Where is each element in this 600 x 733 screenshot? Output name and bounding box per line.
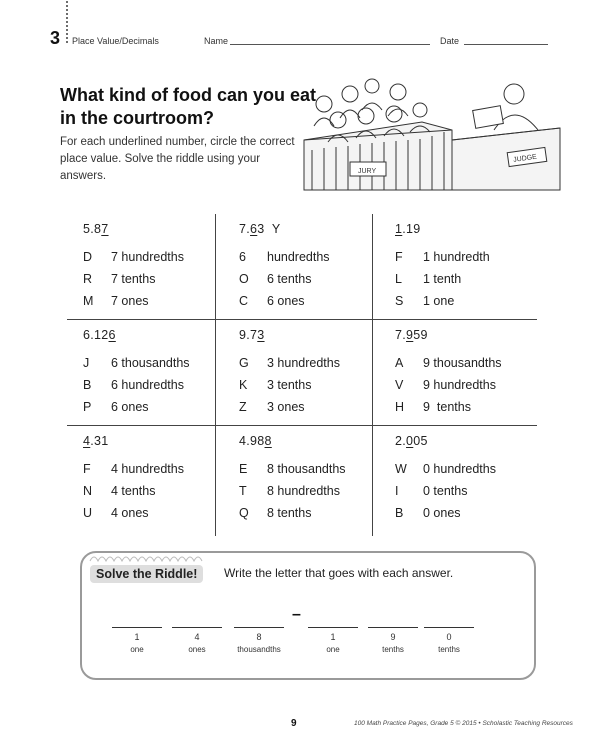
option-letter: E	[239, 462, 248, 476]
instructions: For each underlined number, circle the correct place value. Solve the riddle using your answers.	[60, 136, 295, 182]
option-letter: I	[395, 484, 399, 498]
option-text: 0 tenths	[423, 484, 468, 498]
answer-option[interactable]	[83, 462, 184, 476]
problem-number: 4.31	[83, 434, 109, 448]
answer-option[interactable]	[239, 272, 311, 286]
option-text: 4 ones	[111, 506, 149, 520]
answer-place-word: ones	[188, 645, 206, 654]
answer-digit: 1	[330, 632, 336, 642]
problem-cell	[223, 426, 377, 532]
problem-number: 6.126	[83, 328, 116, 342]
option-text: 6 hundredths	[111, 378, 184, 392]
date-label: Date	[440, 36, 460, 46]
underlined-digit: 4	[83, 434, 91, 448]
footer-credit: 100 Math Practice Pages, Grade 5 © 2015 • Scholastic Teaching Resources	[354, 720, 573, 727]
underlined-digit: 8	[264, 434, 272, 448]
underlined-digit: 6	[250, 222, 258, 236]
problem-cell	[67, 214, 221, 320]
name-field[interactable]	[230, 44, 430, 45]
answer-option[interactable]	[395, 400, 471, 414]
courtroom-cartoon-illustration	[302, 70, 564, 192]
option-text: hundredths	[267, 250, 330, 264]
option-letter: B	[83, 378, 92, 392]
option-letter: J	[83, 356, 90, 370]
option-text: 6 thousandths	[111, 356, 190, 370]
answer-option[interactable]	[83, 272, 155, 286]
answer-option[interactable]	[395, 484, 467, 498]
unit-number: 3	[50, 28, 61, 48]
answer-place-word: one	[130, 645, 144, 654]
option-letter: O	[239, 272, 249, 286]
answer-option[interactable]	[239, 294, 305, 308]
option-letter: B	[395, 506, 404, 520]
option-letter: S	[395, 294, 404, 308]
answer-option[interactable]	[395, 272, 461, 286]
answer-option[interactable]	[83, 294, 149, 308]
option-letter: 6	[239, 250, 246, 264]
option-text: 8 thousandths	[267, 462, 346, 476]
answer-digit: 8	[256, 632, 262, 642]
riddle-dash: –	[292, 606, 301, 623]
answer-option[interactable]	[395, 250, 490, 264]
option-text: 9 hundredths	[423, 378, 496, 392]
underlined-digit: 0	[406, 434, 414, 448]
answer-option[interactable]	[83, 250, 184, 264]
option-text: 7 ones	[111, 294, 149, 308]
option-text: 7 hundredths	[111, 250, 184, 264]
option-text: 9 tenths	[423, 400, 471, 414]
option-text: 4 hundredths	[111, 462, 184, 476]
answer-option[interactable]	[395, 462, 496, 476]
option-text: 3 hundredths	[267, 356, 340, 370]
answer-blank[interactable]	[368, 627, 418, 628]
option-letter: N	[83, 484, 93, 498]
option-letter: D	[83, 250, 93, 264]
problem-number: 9.73	[239, 328, 265, 342]
answer-blank[interactable]	[234, 627, 284, 628]
option-letter: R	[83, 272, 93, 286]
option-letter: V	[395, 378, 404, 392]
problem-cell	[379, 320, 533, 426]
option-letter: U	[83, 506, 93, 520]
option-text: 1 one	[423, 294, 455, 308]
underlined-digit: 9	[406, 328, 414, 342]
underlined-digit: 7	[101, 222, 109, 236]
answer-place-word: tenths	[438, 645, 460, 654]
underlined-digit: 1	[395, 222, 403, 236]
answer-digit: 9	[390, 632, 396, 642]
option-text: 6 ones	[267, 294, 305, 308]
option-letter: W	[395, 462, 407, 476]
option-letter: C	[239, 294, 249, 308]
answer-digit: 4	[194, 632, 200, 642]
problem-cell	[223, 320, 377, 426]
problem-number: 7.63 Y	[239, 222, 281, 236]
answer-option[interactable]	[83, 378, 184, 392]
problem-number: 4.988	[239, 434, 272, 448]
jury-sign: JURY	[358, 168, 377, 175]
option-text: 0 ones	[423, 506, 461, 520]
underlined-digit: 3	[257, 328, 265, 342]
option-letter: K	[239, 378, 248, 392]
answer-option[interactable]	[395, 356, 502, 370]
problem-cell	[67, 426, 221, 532]
option-letter: M	[83, 294, 94, 308]
answer-option[interactable]	[239, 506, 311, 520]
answer-option[interactable]	[83, 506, 149, 520]
problem-number: 5.87	[83, 222, 109, 236]
option-letter: L	[395, 272, 402, 286]
answer-blank[interactable]	[424, 627, 474, 628]
problem-number: 7.959	[395, 328, 428, 342]
riddle-instructions: Write the letter that goes with each answer.	[224, 566, 454, 580]
option-letter: F	[83, 462, 91, 476]
unit-title: Place Value/Decimals	[72, 36, 159, 46]
option-text: 3 ones	[267, 400, 305, 414]
badge-decoration	[86, 551, 206, 563]
answer-digit: 1	[134, 632, 140, 642]
answer-blank[interactable]	[172, 627, 222, 628]
answer-option[interactable]	[239, 250, 330, 264]
answer-option[interactable]	[239, 484, 340, 498]
answer-option[interactable]	[395, 294, 454, 308]
option-letter: H	[395, 400, 405, 414]
option-text: 8 hundredths	[267, 484, 340, 498]
option-text: 6 tenths	[267, 272, 312, 286]
judge-sign: JUDGE	[512, 153, 538, 164]
answer-option[interactable]	[239, 356, 340, 370]
option-text: 8 tenths	[267, 506, 312, 520]
problem-cell	[67, 320, 221, 426]
option-letter: G	[239, 356, 249, 370]
answer-option[interactable]	[83, 356, 190, 370]
problem-number: 1.19	[395, 222, 421, 236]
answer-blank[interactable]	[112, 627, 162, 628]
option-text: 0 hundredths	[423, 462, 496, 476]
option-text: 1 tenth	[423, 272, 462, 286]
problem-cell	[223, 214, 377, 320]
answer-option[interactable]	[395, 378, 496, 392]
date-field[interactable]	[464, 44, 548, 45]
option-letter: P	[83, 400, 92, 414]
answer-digit: 0	[446, 632, 452, 642]
answer-option[interactable]	[83, 400, 149, 414]
problem-cell	[379, 426, 533, 532]
problem-grid	[67, 214, 537, 536]
header-dotted-divider	[66, 0, 68, 44]
answer-blank[interactable]	[308, 627, 358, 628]
page-title: What kind of food can you eat in the courtroom?	[60, 85, 316, 128]
page-number: 9	[291, 718, 297, 729]
answer-option[interactable]	[83, 484, 155, 498]
option-letter: Z	[239, 400, 247, 414]
option-letter: A	[395, 356, 404, 370]
option-text: 1 hundredth	[423, 250, 490, 264]
problem-number: 2.005	[395, 434, 428, 448]
answer-option[interactable]	[239, 462, 346, 476]
option-text: 4 tenths	[111, 484, 156, 498]
answer-place-word: thousandths	[237, 645, 281, 654]
solve-riddle-badge: Solve the Riddle!	[90, 565, 203, 583]
underlined-digit: 6	[108, 328, 116, 342]
answer-option[interactable]	[395, 506, 461, 520]
name-label: Name	[204, 36, 229, 46]
answer-option[interactable]	[239, 378, 311, 392]
option-text: 3 tenths	[267, 378, 312, 392]
answer-place-word: tenths	[382, 645, 404, 654]
problem-cell	[379, 214, 533, 320]
option-letter: T	[239, 484, 247, 498]
option-letter: F	[395, 250, 403, 264]
answer-option[interactable]	[239, 400, 305, 414]
option-text: 6 ones	[111, 400, 149, 414]
option-text: 7 tenths	[111, 272, 156, 286]
answer-place-word: one	[326, 645, 340, 654]
option-letter: Q	[239, 506, 249, 520]
option-text: 9 thousandths	[423, 356, 502, 370]
